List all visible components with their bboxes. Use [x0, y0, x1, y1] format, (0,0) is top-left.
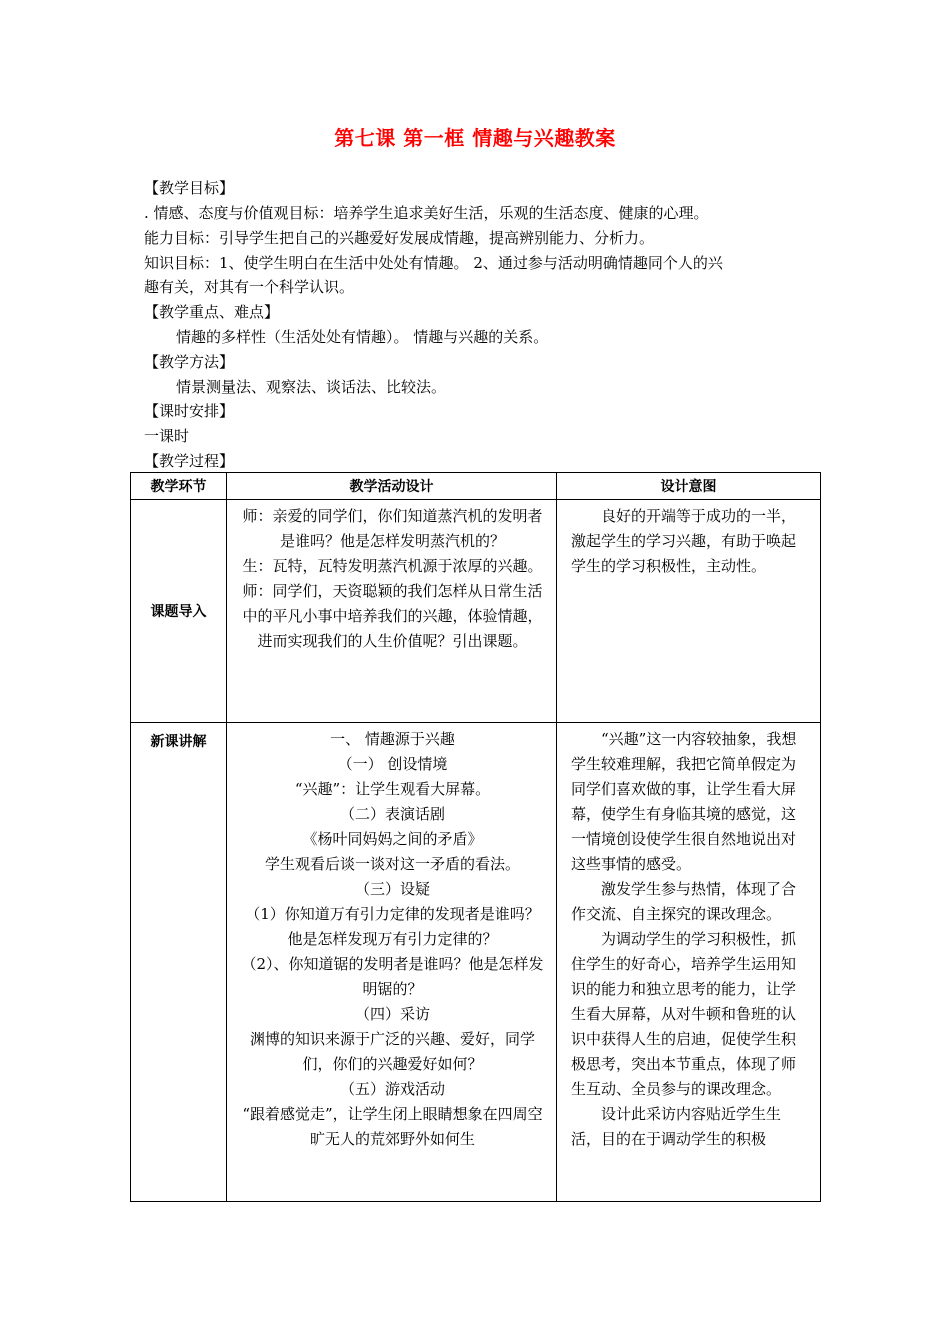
activity-cell — [227, 500, 557, 723]
process-heading: 【教学过程】 — [144, 452, 235, 470]
activity-paragraph: 《杨叶同妈妈之间的矛盾》 — [302, 830, 483, 848]
activity-cell — [227, 723, 557, 1202]
activity-paragraph: （四）采访 — [354, 1005, 430, 1023]
activity-paragraph: “兴趣”：让学生观看大屏幕。 — [294, 780, 491, 798]
activity-paragraph: （三）设疑 — [354, 880, 430, 898]
activity-paragraph: （二）表演话剧 — [339, 805, 445, 823]
teaching-process-table — [130, 472, 821, 1202]
intent-cell — [557, 500, 821, 723]
goal-knowledge-line-1: 知识目标：1、使学生明白在生活中处处有情趣。 2、通过参与活动明确情趣同个人的兴 — [144, 254, 723, 272]
goals-heading: 【教学目标】 — [144, 179, 235, 197]
goal-ability: 能力目标：引导学生把自己的兴趣爱好发展成情趣，提高辨别能力、分析力。 — [144, 229, 655, 247]
header-activity: 教学活动设计 — [227, 473, 557, 500]
focus-text: 情趣的多样性（生活处处有情趣）。 情趣与兴趣的关系。 — [176, 328, 549, 346]
intent-paragraph: 设计此采访内容贴近学生生活，目的在于调动学生的积极 — [571, 1105, 782, 1148]
activity-paragraph: 生：瓦特，瓦特发明蒸汽机源于浓厚的兴趣。 — [242, 557, 543, 575]
table-row — [131, 723, 821, 1202]
activity-paragraph: 师：亲爱的同学们，你们知道蒸汽机的发明者是谁吗？他是怎样发明蒸汽机的？ — [242, 507, 543, 550]
activity-paragraph: （五）游戏活动 — [339, 1080, 445, 1098]
intent-paragraph: 良好的开端等于成功的一半，激起学生的学习兴趣，有助于唤起学生的学习积极性，主动性。 — [571, 507, 797, 575]
intent-paragraph: 为调动学生的学习积极性，抓住学生的好奇心，培养学生运用知识的能力和独立思考的能力，让学生看大屏幕，从对牛顿和鲁班的认识中获得人生的启迪，促使学生积极思考，突出本节重点，体现了师生互动、全员参与的课改理念。 — [571, 930, 797, 1098]
activity-paragraph: （2）、你知道锯的发明者是谁吗？他是怎样发明锯的？ — [241, 955, 544, 998]
goal-knowledge-line-2: 趣有关，对其有一个科学认识。 — [144, 278, 355, 296]
schedule-heading: 【课时安排】 — [144, 402, 235, 420]
page-title: 第七课 第一框 情趣与兴趣教案 — [334, 126, 616, 150]
schedule-text: 一课时 — [144, 427, 190, 445]
activity-paragraph: （一） 创设情境 — [337, 755, 448, 773]
focus-heading: 【教学重点、难点】 — [144, 303, 280, 321]
table-row — [131, 500, 821, 723]
activity-paragraph: （1）你知道万有引力定律的发现者是谁吗？他是怎样发现万有引力定律的？ — [245, 905, 540, 948]
activity-paragraph: 一、 情趣源于兴趣 — [330, 730, 455, 748]
activity-paragraph: 渊博的知识来源于广泛的兴趣、爱好，同学们，你们的兴趣爱好如何？ — [249, 1030, 535, 1073]
method-text: 情景测量法、观察法、谈话法、比较法。 — [176, 378, 447, 396]
goal-emotion: . 情感、态度与价值观目标：培养学生追求美好生活，乐观的生活态度、健康的心理。 — [144, 204, 709, 222]
intent-cell — [557, 723, 821, 1202]
activity-paragraph: 师：同学们，天资聪颖的我们怎样从日常生活中的平凡小事中培养我们的兴趣，体验情趣，进而实现我们的人生价值呢？引出课题。 — [242, 582, 543, 650]
intent-paragraph: “兴趣”这一内容较抽象，我想学生较难理解，我把它简单假定为同学们喜欢做的事，让学生看大屏幕，使学生有身临其境的感觉，这一情境创设使学生很自然地说出对这些事情的感受。 — [571, 730, 797, 873]
intent-paragraph: 激发学生参与热情，体现了合作交流、自主探究的课改理念。 — [571, 880, 797, 923]
activity-paragraph: 学生观看后谈一谈对这一矛盾的看法。 — [264, 855, 520, 873]
stage-cell: 新课讲解 — [131, 723, 227, 1202]
header-intent: 设计意图 — [557, 473, 821, 500]
method-heading: 【教学方法】 — [144, 353, 235, 371]
activity-paragraph: “跟着感觉走”，让学生闭上眼睛想象在四周空旷无人的荒郊野外如何生 — [242, 1105, 543, 1148]
table-header-row — [131, 473, 821, 500]
stage-cell: 课题导入 — [131, 500, 227, 723]
header-stage: 教学环节 — [131, 473, 227, 500]
